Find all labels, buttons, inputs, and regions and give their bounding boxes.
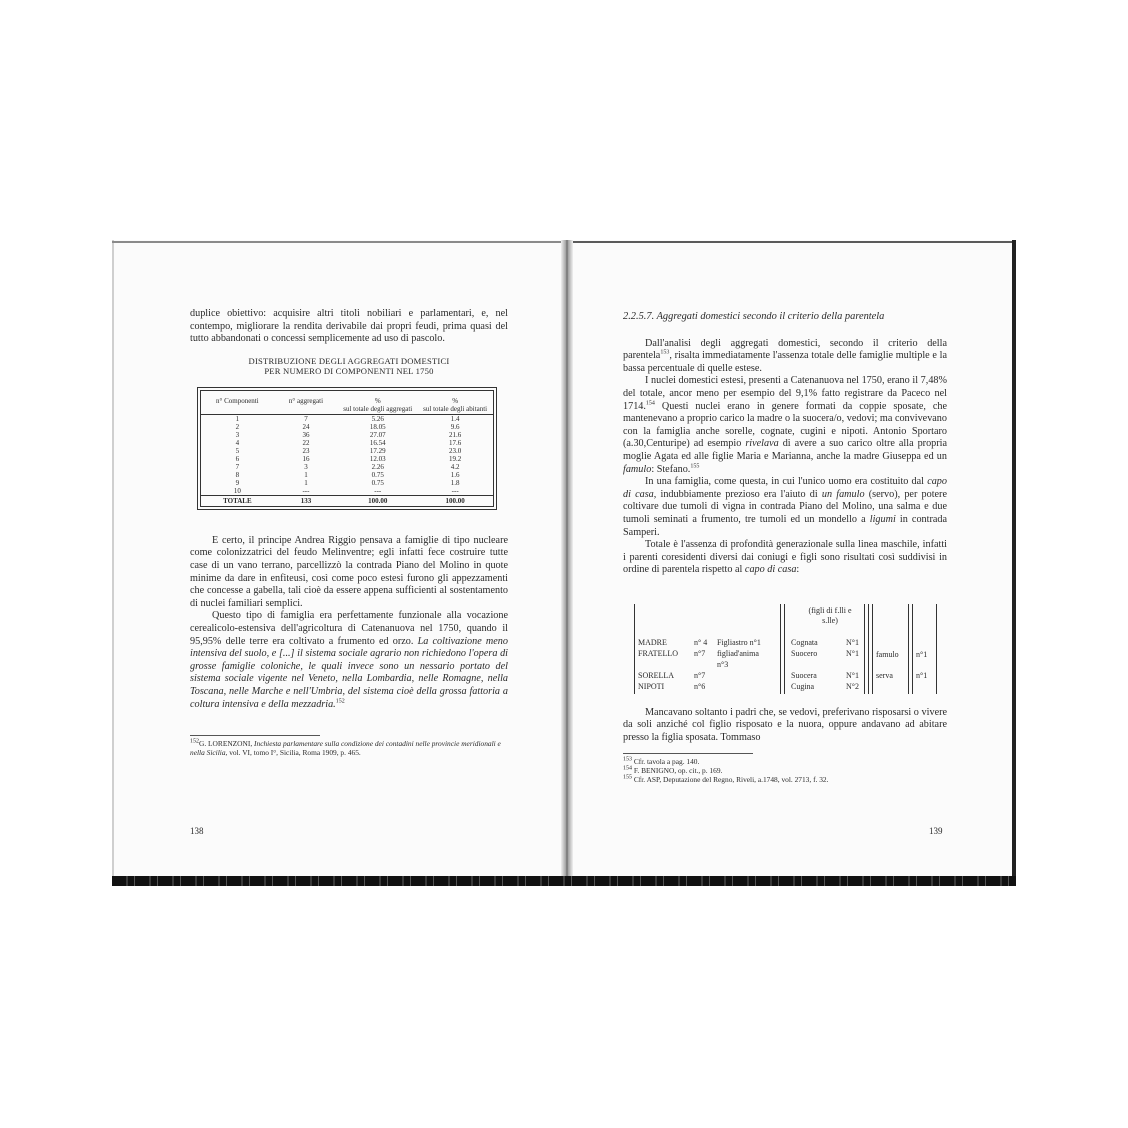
table-cell: --- (451, 486, 459, 495)
table-row (201, 487, 494, 496)
table-cell: 9 (235, 478, 240, 487)
table-cell: 3 (304, 462, 308, 471)
kin-fratello: FRATELLO (638, 649, 678, 658)
italic-capo-di-casa-2: capo di casa (744, 564, 797, 576)
italic-rivelava: rivelava (745, 438, 779, 450)
kin-rule (864, 604, 865, 694)
paragraph-capo-text-b: , indubbiamente prezioso era l'aiuto di (653, 488, 822, 500)
table-cell: 8 (235, 470, 240, 479)
footnotes-right (623, 757, 947, 784)
paragraph-famiglia-capo (623, 476, 947, 539)
table-cell: 1 (304, 478, 308, 487)
table-cell: 21.6 (449, 430, 462, 439)
italic-un-famulo: un famulo (821, 488, 865, 500)
kin-suocero-count: N°1 (846, 649, 859, 658)
table-cell: 0.75 (371, 478, 384, 487)
kin-nipoti: NIPOTI (638, 682, 665, 691)
table-cell: 5.26 (371, 414, 384, 423)
footnote-ref-155: 155 (690, 463, 700, 470)
kin-madre: MADRE (638, 638, 667, 647)
intro-paragraph: duplice obiettivo: acquisire altri titoli nobiliari e parlamentari, e, nel contempo, migliorare la rendita derivabile dai propri feudi, prima quasi del tutto abbandonati o concessi semplicemente ad uso di pascolo. (190, 308, 508, 345)
kin-rule (780, 604, 781, 694)
total-pct-inhabitants: 100.00 (417, 495, 493, 506)
table-cell: 1.6 (450, 470, 460, 479)
table-cell: 5 (235, 446, 240, 455)
table-cell: 2 (235, 422, 240, 431)
kin-suocera: Suocera (791, 671, 817, 680)
paragraph-analisi-text-a: Dall'analisi degli aggregati domestici, secondo il criterio della parentela (623, 337, 947, 362)
kin-sorella-count: n°7 (694, 671, 706, 680)
table-cell: 23 (302, 446, 310, 455)
table-cell: 19.2 (449, 454, 462, 463)
section-heading: 2.2.5.7. Aggregati domestici secondo il criterio della parentela (623, 311, 885, 322)
table-cell: 6 (235, 454, 240, 463)
kin-rule (872, 604, 873, 694)
footnote-ref-153: 153 (660, 349, 670, 356)
right-page (623, 311, 947, 784)
table-cell: 24 (302, 422, 310, 431)
italic-capo-di-casa: capo di casa (623, 476, 947, 500)
footnote-number: 153 (623, 756, 632, 763)
page-top-edge-left (112, 241, 561, 243)
table-cell: 7 (235, 462, 240, 471)
footnote-text: F. BENIGNO, op. cit., p. 169. (633, 765, 723, 775)
paragraph-nuclei-text-d: : Stefano. (651, 463, 691, 475)
table-row (201, 479, 494, 487)
footnote-152-rest: vol. VI, tomo I°, Sicilia, Roma 1909, p. 465. (229, 748, 361, 758)
paragraph-padri: Mancavano soltanto i padri che, se vedovi, preferivano risposarsi o vivere da soli anziché col figlio risposato e la nuora, oppure andavano ad abitare presso la figlia sposata. Tommaso (623, 706, 947, 744)
page-number-right: 139 (929, 826, 943, 836)
paragraph-nuclei-text-b: Questi nuclei erano in genere formati da coppie sposate, che mantenevano a proprio carico la madre o la suocera/o, vedovi; ma convivevano con la famiglia anche sorelle, cognate, cugini e nipoti. Antonio Sportaro (a.30,Centuripe) ad esempio (623, 400, 947, 450)
kin-cugina: Cugina (791, 682, 815, 691)
total-pct-aggregates: 100.00 (338, 495, 417, 506)
table-cell: 1 (235, 414, 240, 423)
kin-rule (634, 604, 635, 694)
table-body (201, 414, 494, 495)
col-header-pct-inhabitants: % sul totale degli abitanti (417, 390, 493, 414)
paragraph-famiglia-text: Questo tipo di famiglia era perfettamente funzionale alla vocazione cerealicolo-estensiva dell'agricoltura di Catenanuova nel 1750, quando il 95,95% delle terre era coltivato a frumento ed orzo. (190, 610, 508, 647)
kin-cognata: Cognata (791, 638, 818, 647)
kin-famulo: famulo (876, 650, 899, 659)
kin-rule (908, 604, 909, 694)
table-cell: 2.26 (371, 462, 384, 471)
kin-suocera-count: N°1 (846, 671, 859, 680)
kin-famulo-count: n°1 (916, 650, 928, 659)
table-row (201, 414, 494, 423)
paragraph-nuclei (623, 375, 947, 476)
table-cell: 3 (235, 430, 240, 439)
scanner-bottom-bar (112, 876, 1016, 886)
table-cell: 16 (302, 454, 310, 463)
left-page (190, 308, 508, 757)
table-caption (190, 356, 508, 376)
book-gutter (561, 240, 573, 885)
table-cell: 17.29 (369, 446, 386, 455)
paragraph-famiglia (190, 610, 508, 711)
table-row (201, 471, 494, 479)
page-number-left: 138 (190, 826, 204, 836)
kin-rule (936, 604, 937, 694)
kin-figliadanima: figliad'anima (717, 649, 759, 658)
table-cell: 9.6 (450, 422, 460, 431)
table-header-row (201, 390, 494, 414)
footnote-rule (190, 735, 320, 736)
table-cell: 7 (304, 414, 308, 423)
paragraph-nuclei-text-c: di avere a suo carico oltre alla propria moglie Agata ed alle figlie Maria e Marianna, anche la madre Giuseppa ed un (623, 438, 948, 462)
table-cell: 36 (302, 430, 310, 439)
table-cell: 4 (235, 438, 240, 447)
paragraph-nuclei-text-a: I nuclei domestici estesi, presenti a Catenanuova nel 1750, erano il 7,48% del totale, ancor meno per esempio del 9,1% fatto registrare da Paceco nel 1714. (623, 375, 947, 412)
col-header-aggregates: n° aggregati (274, 390, 338, 414)
kin-nipoti-count: n°6 (694, 682, 706, 691)
page-top-edge-right (573, 241, 1016, 243)
kin-cognata-count: N°1 (846, 638, 859, 647)
kin-rule (868, 604, 869, 694)
kin-rule (912, 604, 913, 694)
table-title-line-1: DISTRIBUZIONE DEGLI AGGREGATI DOMESTICI (248, 355, 450, 366)
table-row (201, 447, 494, 455)
table-cell: 1.4 (450, 414, 460, 423)
page-edge-left (112, 240, 114, 885)
col-header-components: n° Componenti (201, 390, 274, 414)
total-label: TOTALE (201, 495, 274, 506)
paragraph-capo-text-c: (servo), per potere coltivare due tumoli di vigna in contrada Piano del Molino, una salma e due tumoli seminati a frumento, tre tumoli ed un mondello a (623, 488, 947, 525)
table-cell: 1 (304, 470, 308, 479)
footnote-152-number: 152 (190, 738, 199, 745)
italic-ligumi: ligumi (869, 513, 896, 525)
table-total-row (201, 495, 494, 506)
table-row (201, 463, 494, 471)
distribution-table (200, 390, 494, 507)
table-cell: --- (302, 486, 310, 495)
table-cell: 16.54 (369, 438, 386, 447)
table-cell: 10 (233, 486, 241, 495)
table-cell: 1.8 (450, 478, 460, 487)
kin-figliastro: Figliastro n°1 (717, 638, 761, 647)
total-aggregates: 133 (274, 495, 338, 506)
footnote-text: Cfr. tavola a pag. 140. (633, 756, 700, 766)
kin-header: (figli di f.lli e s.lle) (808, 606, 852, 625)
table-row (201, 439, 494, 447)
table-cell: --- (374, 486, 382, 495)
footnote-ref-154: 154 (645, 400, 655, 407)
footnote-text: Cfr. ASP, Deputazione del Regno, Riveli, a.1748, vol. 2713, f. 32. (633, 774, 829, 784)
footnote-rule-right (623, 753, 753, 754)
italic-famulo: famulo (623, 463, 652, 475)
table-cell: 23.0 (449, 446, 462, 455)
kin-suocero: Suocero (791, 649, 818, 658)
kin-serva-count: n°1 (916, 671, 928, 680)
col-header-pct-aggregates: % sul totale degli aggregati (338, 390, 417, 414)
footnote-152-author: G. LORENZONI, (199, 739, 253, 749)
paragraph-capo-text-d: in contrada Samperi. (623, 513, 948, 538)
paragraph-analisi-text-b: , risalta immediatamente l'assenza totale delle famiglie multiple e la bassa percentuale di quelle estese. (623, 350, 947, 374)
paragraph-analisi (623, 338, 947, 376)
footnote-153 (623, 757, 947, 766)
paragraph-riggio: E certo, il principe Andrea Riggio pensava a famiglie di tipo nucleare come colonizzatrici del feudo Melinventre; egli infatti fece costruire tutte case di un vano terrano, parcellizzò la contrada Piano del Molino in quote minime da dare in enfiteusi, così come poco estesi furono gli appezzamenti che concesse a gabella, tali cioè da essere appena sufficienti al sostentamento di nuclei familiari semplici. (190, 534, 508, 609)
kin-madre-count: n° 4 (694, 638, 708, 647)
lorenzoni-quote: La coltivazione meno intensiva del suolo, e [...] il sistema sociale agrario non richiedono l'opera di grosse famiglie coloniche, le quali invece sono un nessario portato del sistema sociale vigente nel Veneto, nella Lombardia, nelle Romagne, nella Toscana, nelle Marche e nell'Umbria, del sistema cioè della grossa fattoria a coltura intensiva e della mezzadria. (190, 635, 508, 710)
kin-fratello-count: n°7 (694, 649, 706, 658)
paragraph-totale-text-a: Totale è l'assenza di profondità generazionale sulla linea maschile, infatti i parenti coresidenti diversi dai coniugi e figli sono risultati così suddivisi in ordine di parentela rispetto al (623, 539, 947, 576)
footnote-152-title: Inchiesta parlamentare sulla condizione dei contadini nelle provincie meridionali e nella Sicilia, (190, 739, 501, 758)
table-cell: 17.6 (449, 438, 462, 447)
footnote-ref-152: 152 (335, 698, 345, 705)
kin-figliadanima-count: n°3 (717, 660, 729, 669)
kin-serva: serva (876, 671, 893, 680)
table-row (201, 423, 494, 431)
footnote-155 (623, 775, 947, 784)
table-title-line-2: PER NUMERO DI COMPONENTI NEL 1750 (264, 365, 434, 376)
table-cell: 18.05 (369, 422, 386, 431)
table-cell: 12.03 (369, 454, 386, 463)
kin-rule (784, 604, 785, 694)
paragraph-totale (623, 539, 947, 577)
table-cell: 4.2 (450, 462, 460, 471)
table-row (201, 455, 494, 463)
footnote-number: 155 (623, 774, 632, 781)
page-edge-right (1012, 240, 1016, 885)
table-cell: 22 (302, 438, 310, 447)
kin-sorella: SORELLA (638, 671, 674, 680)
paragraph-totale-text-b: : (796, 564, 800, 576)
footnote-154 (623, 766, 947, 775)
table-cell: 0.75 (371, 470, 384, 479)
footnote-number: 154 (623, 765, 632, 772)
kinship-diagram (628, 604, 940, 694)
paragraph-capo-text-a: In una famiglia, come questa, in cui l'unico uomo era costituito dal (645, 476, 928, 488)
footnote-152 (190, 739, 508, 757)
table-row (201, 431, 494, 439)
kin-cugina-count: N°2 (846, 682, 859, 691)
table-cell: 27.07 (369, 430, 386, 439)
